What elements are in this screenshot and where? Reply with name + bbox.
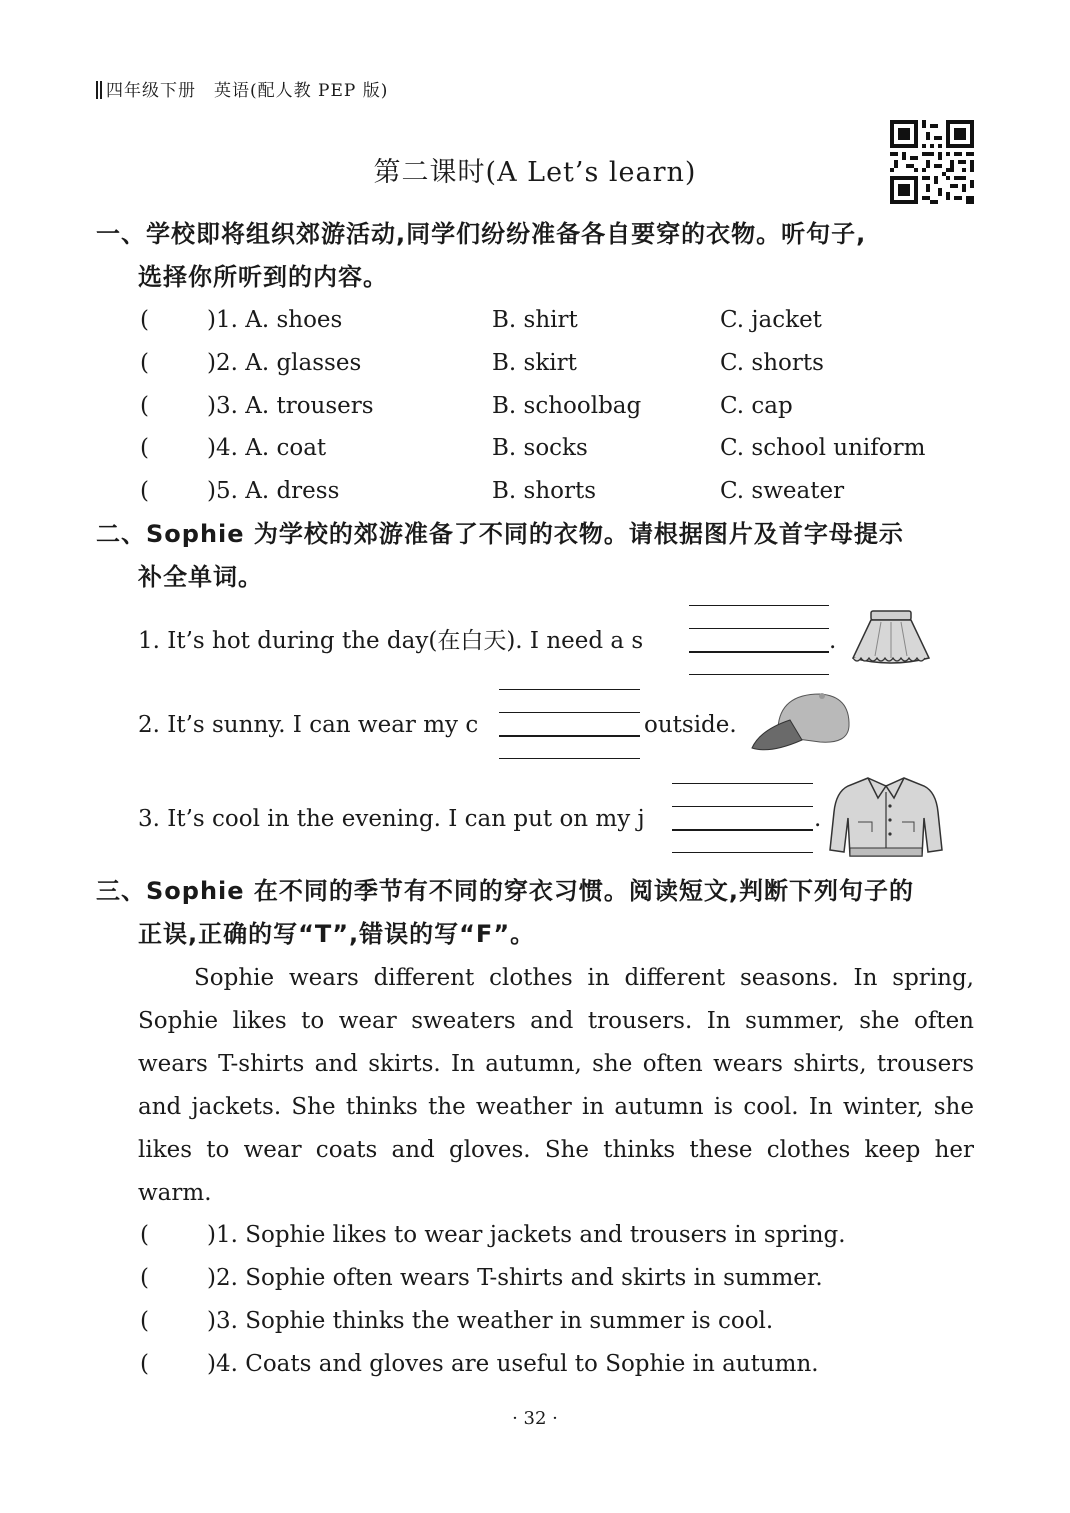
- answer-paren[interactable]: (: [140, 1222, 149, 1248]
- option-b: B. skirt: [492, 350, 577, 376]
- option-a: )4. A. coat: [207, 435, 327, 461]
- blank-lines-3[interactable]: [672, 783, 814, 853]
- answer-paren[interactable]: (: [140, 350, 149, 376]
- option-c: C. cap: [720, 393, 793, 419]
- tf-item-1: [0, 1214, 1070, 1257]
- option-b: B. shirt: [492, 307, 578, 333]
- option-c: C. shorts: [720, 350, 824, 376]
- fill-item-after: outside.: [644, 712, 737, 738]
- listening-item-1: [0, 299, 1070, 342]
- section3-heading-line1: 三、Sophie 在不同的季节有不同的穿衣习惯。阅读短文,判断下列句子的: [96, 877, 915, 905]
- option-b: B. shorts: [492, 478, 597, 504]
- tf-item-4: [0, 1343, 1070, 1386]
- blank-lines-2[interactable]: [499, 689, 641, 759]
- fill-item-3: [138, 798, 645, 841]
- option-a: )1. A. shoes: [207, 307, 343, 333]
- tf-statement: )2. Sophie often wears T-shirts and skirts in summer.: [207, 1265, 823, 1291]
- tf-item-3: [0, 1300, 1070, 1343]
- blank-lines-1[interactable]: [689, 605, 831, 675]
- fill-item-after: .: [829, 628, 837, 654]
- answer-paren[interactable]: (: [140, 393, 149, 419]
- jacket-image: [828, 772, 944, 862]
- option-b: B. schoolbag: [492, 393, 642, 419]
- option-c: C. sweater: [720, 478, 845, 504]
- listening-item-5: [0, 470, 1070, 513]
- tf-statement: )4. Coats and gloves are useful to Sophie in autumn.: [207, 1351, 819, 1377]
- fill-item-after: .: [814, 806, 822, 832]
- option-a: )2. A. glasses: [207, 350, 362, 376]
- option-c: C. jacket: [720, 307, 822, 333]
- answer-paren[interactable]: (: [140, 307, 149, 333]
- answer-paren[interactable]: (: [140, 1308, 149, 1334]
- reading-passage-text: Sophie wears different clothes in different seasons. In spring, Sophie likes to wear sweaters and trousers. In summer, she often wears T-shirts and skirts. In autumn, she often wears shirts, trousers and jackets. She thinks the weather in autumn is cool. In winter, she likes to wear coats and gloves. She thinks these clothes keep her warm.: [138, 965, 974, 1206]
- page-number: · 32 ·: [512, 1408, 558, 1429]
- section2-heading-line2: 补全单词。: [138, 563, 263, 591]
- tf-statement: )1. Sophie likes to wear jackets and trousers in spring.: [207, 1222, 846, 1248]
- listening-item-2: [0, 342, 1070, 385]
- skirt-image: [845, 608, 937, 670]
- listening-item-4: [0, 427, 1070, 470]
- book-header: [96, 76, 388, 101]
- section2-heading-line1: 二、Sophie 为学校的郊游准备了不同的衣物。请根据图片及首字母提示: [96, 520, 904, 548]
- fill-item-text: 3. It’s cool in the evening. I can put on my j: [138, 806, 645, 832]
- section1-heading: [96, 213, 986, 299]
- section3-heading-line2: 正误,正确的写“T”,错误的写“F”。: [138, 920, 536, 948]
- header-text: 四年级下册 英语(配人教 PEP 版): [106, 81, 389, 101]
- option-b: B. socks: [492, 435, 588, 461]
- answer-paren[interactable]: (: [140, 1265, 149, 1291]
- cap-image: [750, 690, 852, 760]
- answer-paren[interactable]: (: [140, 435, 149, 461]
- listening-item-3: [0, 385, 1070, 428]
- section3-heading: [96, 870, 986, 956]
- lesson-title: 第二课时(A Let’s learn): [373, 157, 697, 188]
- qr-code-icon[interactable]: [890, 120, 974, 204]
- option-a: )3. A. trousers: [207, 393, 374, 419]
- section1-heading-line2: 选择你所听到的内容。: [138, 263, 388, 291]
- answer-paren[interactable]: (: [140, 478, 149, 504]
- fill-item-text: 2. It’s sunny. I can wear my c: [138, 712, 479, 738]
- option-a: )5. A. dress: [207, 478, 340, 504]
- tf-statement: )3. Sophie thinks the weather in summer is cool.: [207, 1308, 774, 1334]
- header-bar-icon: [96, 81, 102, 99]
- section2-heading: [96, 513, 986, 599]
- fill-item-2: [138, 704, 478, 747]
- fill-item-1: [138, 620, 643, 663]
- tf-item-2: [0, 1257, 1070, 1300]
- reading-passage: [138, 957, 974, 1215]
- answer-paren[interactable]: (: [140, 1351, 149, 1377]
- section1-heading-line1: 一、学校即将组织郊游活动,同学们纷纷准备各自要穿的衣物。听句子,: [96, 220, 867, 248]
- option-c: C. school uniform: [720, 435, 926, 461]
- fill-item-text: 1. It’s hot during the day(在白天). I need a s: [138, 628, 644, 654]
